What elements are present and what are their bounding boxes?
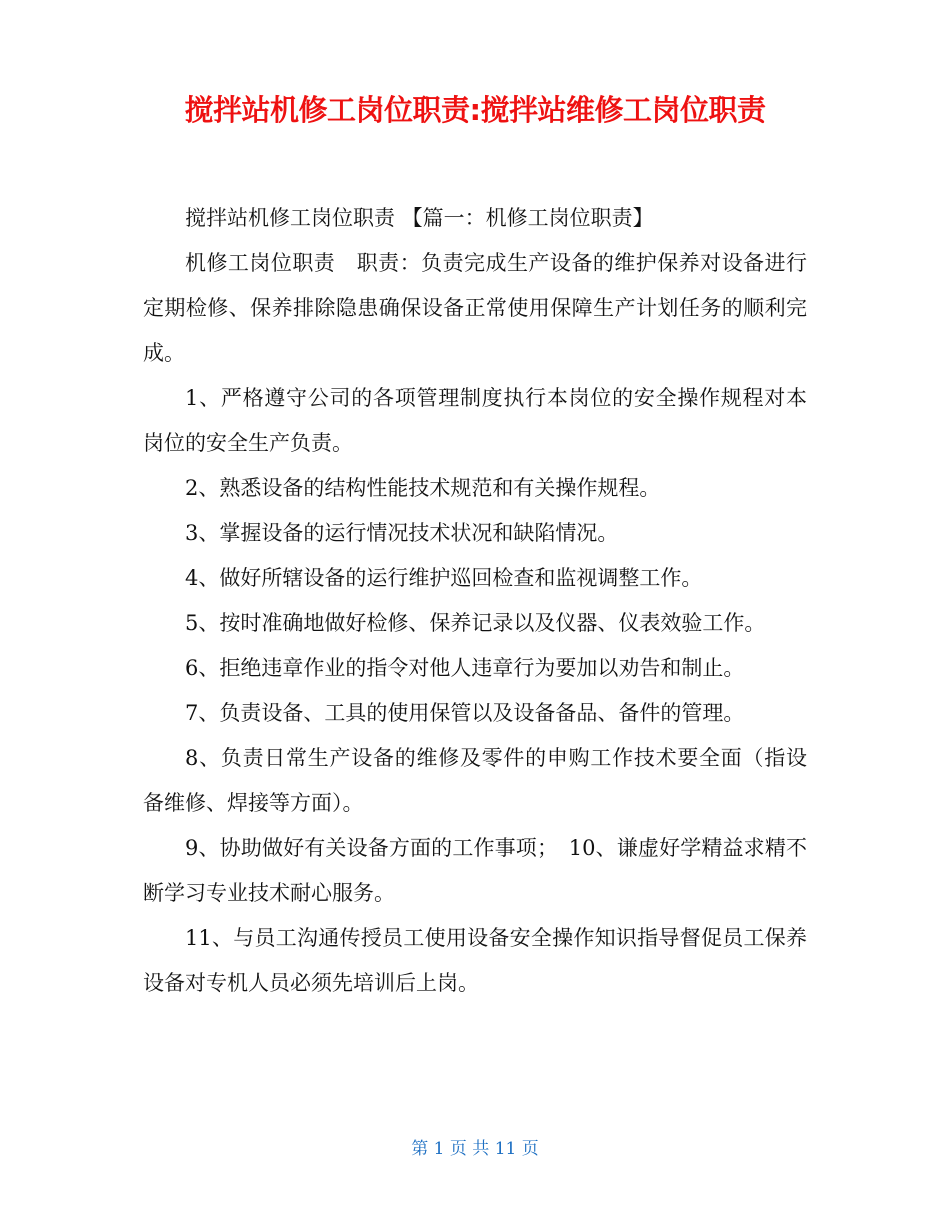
- paragraph-item-5: 5、按时准确地做好检修、保养记录以及仪器、仪表效验工作。: [185, 611, 766, 635]
- paragraph-item-4: 4、做好所辖设备的运行维护巡回检查和监视调整工作。: [185, 566, 703, 590]
- paragraph-item-3: 3、掌握设备的运行情况技术状况和缺陷情况。: [185, 521, 619, 545]
- paragraph-duty-summary: 机修工岗位职责 职责：负责完成生产设备的维护保养对设备进行定期检修、保养排除隐患确保设备正常使用保障生产计划任务的顺利完成。: [143, 251, 807, 365]
- paragraph-item-11: 11、与员工沟通传授员工使用设备安全操作知识指导督促员工保养设备对专机人员必须先培训后上岗。: [143, 926, 807, 995]
- page-number-footer: 第 1 页 共 11 页: [411, 1139, 539, 1159]
- paragraph-item-7: 7、负责设备、工具的使用保管以及设备备品、备件的管理。: [185, 701, 745, 725]
- paragraph-item-6: 6、拒绝违章作业的指令对他人违章行为要加以劝告和制止。: [185, 656, 745, 680]
- page-title: 搅拌站机修工岗位职责:搅拌站维修工岗位职责: [184, 93, 766, 127]
- paragraph-heading: 搅拌站机修工岗位职责 【篇一：机修工岗位职责】: [185, 206, 654, 230]
- document-body: [143, 196, 807, 1006]
- paragraph-item-1: 1、严格遵守公司的各项管理制度执行本岗位的安全操作规程对本岗位的安全生产负责。: [143, 386, 807, 455]
- paragraph-item-2: 2、熟悉设备的结构性能技术规范和有关操作规程。: [185, 476, 661, 500]
- paragraph-item-9-10: 9、协助做好有关设备方面的工作事项； 10、谦虚好学精益求精不断学习专业技术耐心服务。: [143, 836, 807, 905]
- paragraph-item-8: 8、负责日常生产设备的维修及零件的申购工作技术要全面（指设备维修、焊接等方面）。: [143, 746, 807, 815]
